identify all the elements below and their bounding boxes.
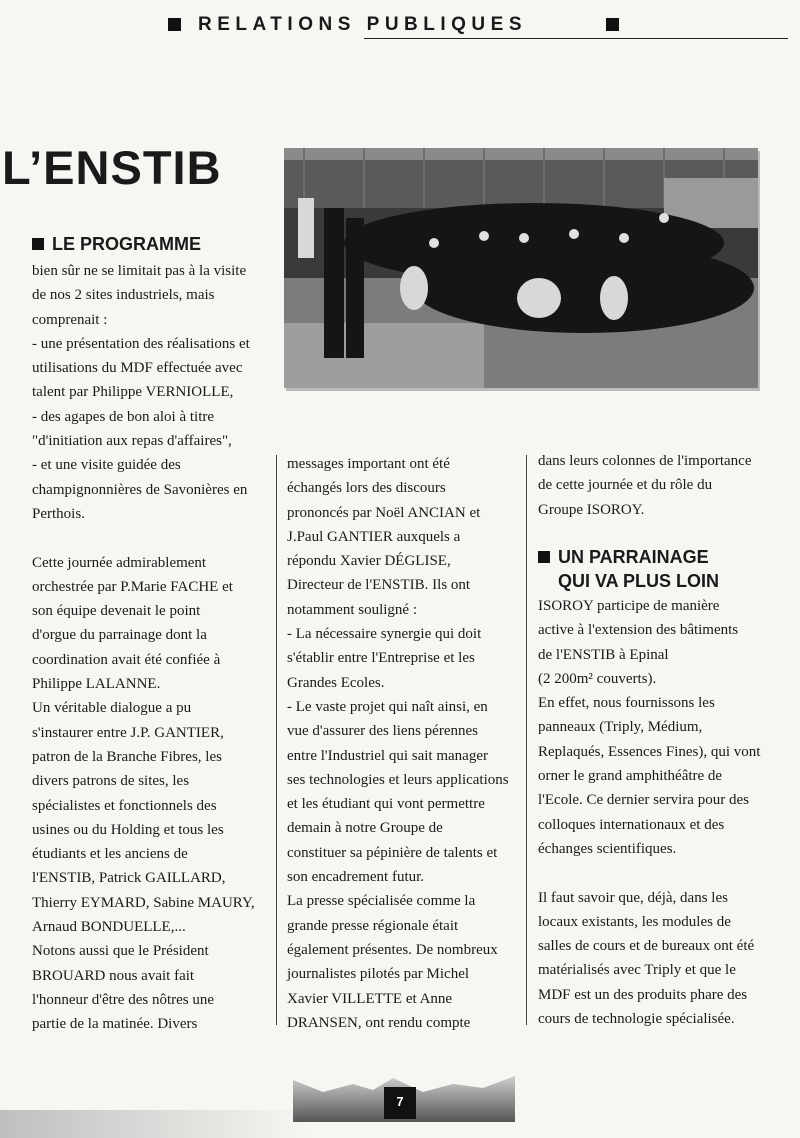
text-line: colloques internationaux et des [538, 816, 725, 833]
heading-square-icon [32, 238, 44, 250]
text-line: Il faut savoir que, déjà, dans les [538, 889, 728, 906]
text-line: salles de cours et de bureaux ont été [538, 938, 755, 955]
column-3-top [538, 449, 751, 522]
text-line: Replaqués, Essences Fines), qui vont [538, 743, 761, 760]
page-number: 7 [384, 1087, 416, 1119]
text-line: active à l'extension des bâtiments [538, 622, 739, 639]
section-title: RELATIONS PUBLIQUES [198, 14, 527, 35]
text-line: La presse spécialisée comme la [287, 893, 476, 910]
column-2-text [287, 452, 509, 1035]
text-line: utilisations du MDF effectuée avec [32, 360, 243, 377]
heading-square-icon [538, 551, 550, 563]
text-line: ses technologies et leurs applications [287, 771, 509, 788]
text-line: Arnaud BONDUELLE,... [32, 919, 186, 936]
column-3-paragraph-b [538, 594, 760, 861]
text-line: son équipe devenait le point [32, 603, 201, 620]
text-line: Xavier VILLETTE et Anne [287, 990, 453, 1007]
parrainage-heading-line2: QUI VA PLUS LOIN [558, 571, 720, 591]
text-line: de l'ENSTIB à Epinal [538, 646, 669, 663]
conference-photo [284, 148, 758, 388]
text-line: dans leurs colonnes de l'importance [538, 453, 752, 469]
text-line: Un véritable dialogue a pu [32, 700, 192, 717]
text-line: entre l'Industriel qui sait manager [287, 747, 488, 764]
text-line: "d'initiation aux repas d'affaires", [32, 433, 232, 450]
text-line: DRANSEN, ont rendu compte [287, 1014, 471, 1031]
text-line: orner le grand amphithéâtre de [538, 768, 723, 785]
text-line: MDF est un des produits phare des [538, 986, 748, 1003]
header-square-left [168, 18, 181, 31]
text-line: s'instaurer entre J.P. GANTIER, [32, 724, 224, 741]
parrainage-heading-2 [558, 569, 719, 593]
column-1-paragraph-b [32, 551, 255, 1037]
text-line: constituer sa pépinière de talents et [287, 844, 498, 861]
column-2 [287, 452, 509, 1035]
text-line: bien sûr ne se limitait pas à la visite [32, 263, 247, 279]
text-line: Grandes Ecoles. [287, 674, 385, 691]
text-line: matérialisés avec Triply et que le [538, 962, 736, 979]
text-line: de cette journée et du rôle du [538, 477, 713, 494]
text-line: - une présentation des réalisations et [32, 335, 250, 352]
text-line: Directeur de l'ENSTIB. Ils ont [287, 577, 471, 594]
text-line: coordination avait été confiée à [32, 651, 221, 668]
text-line: partie de la matinée. Divers [32, 1016, 198, 1033]
text-line: cours de technologie spécialisée. [538, 1011, 735, 1028]
text-line: talent par Philippe VERNIOLLE, [32, 384, 234, 401]
text-line: l'ENSTIB, Patrick GAILLARD, [32, 870, 226, 887]
text-line: - Le vaste projet qui naît ainsi, en [287, 698, 488, 715]
text-line: messages important ont été [287, 456, 450, 472]
text-line: journalistes pilotés par Michel [287, 966, 470, 983]
section-header [168, 14, 620, 38]
text-line: comprenait : [32, 311, 108, 328]
programme-heading-text: LE PROGRAMME [52, 234, 202, 254]
parrainage-heading [538, 545, 709, 569]
text-line: et les étudiant qui vont permettre [287, 796, 485, 813]
text-line: Notons aussi que le Président [32, 943, 209, 960]
text-line: En effet, nous fournissons les [538, 695, 715, 712]
column-3-paragraph-a [538, 449, 751, 522]
text-line: patron de la Branche Fibres, les [32, 748, 222, 765]
text-line: panneaux (Triply, Médium, [538, 719, 703, 736]
text-line: de nos 2 sites industriels, mais [32, 287, 215, 304]
text-line: J.Paul GANTIER auxquels a [287, 528, 461, 545]
text-line: - La nécessaire synergie qui doit [287, 626, 482, 643]
text-line: Perthois. [32, 505, 85, 522]
conference-photo-icon [284, 148, 758, 388]
text-line: étudiants et les anciens de [32, 846, 188, 863]
column-3 [538, 594, 760, 1031]
text-line: également présentes. De nombreux [287, 941, 498, 958]
text-line: ISOROY participe de manière [538, 598, 720, 614]
text-line: usines ou du Holding et tous les [32, 821, 224, 838]
column-1-paragraph-a [32, 259, 255, 526]
column-rule-1 [276, 455, 277, 1025]
text-line: Philippe LALANNE. [32, 676, 161, 693]
text-line: spécialistes et fonctionnels des [32, 797, 217, 814]
text-line: l'honneur d'être des nôtres une [32, 991, 215, 1008]
column-3-paragraph-c [538, 886, 760, 1032]
text-line: d'orgue du parrainage dont la [32, 627, 207, 644]
text-line: échangés lors des discours [287, 480, 446, 497]
text-line: notamment souligné : [287, 601, 417, 618]
text-line: son encadrement futur. [287, 869, 425, 886]
text-line: grande presse régionale était [287, 917, 459, 934]
text-line: l'Ecole. Ce dernier servira pour des [538, 792, 749, 809]
text-line: répondu Xavier DÉGLISE, [287, 553, 451, 570]
column-1 [32, 259, 255, 1037]
text-line: locaux existants, les modules de [538, 913, 731, 930]
text-line: - des agapes de bon aloi à titre [32, 408, 215, 425]
column-rule-2 [526, 455, 527, 1025]
header-rule [364, 38, 788, 39]
header-square-right [606, 18, 619, 31]
text-line: Cette journée admirablement [32, 554, 207, 571]
text-line: demain à notre Groupe de [287, 820, 443, 837]
text-line: Thierry EYMARD, Sabine MAURY, [32, 894, 255, 911]
text-line: Groupe ISOROY. [538, 501, 645, 518]
bottom-shadow [0, 1110, 310, 1138]
article-title: L’ENSTIB [2, 141, 222, 194]
text-line: orchestrée par P.Marie FACHE et [32, 578, 233, 595]
text-line: - et une visite guidée des [32, 457, 181, 474]
text-line: prononcés par Noël ANCIAN et [287, 504, 481, 521]
text-line: champignonnières de Savonières en [32, 481, 248, 498]
text-line: divers patrons de sites, les [32, 773, 190, 790]
text-line: échanges scientifiques. [538, 840, 677, 857]
text-line: (2 200m² couverts). [538, 670, 657, 687]
programme-heading [32, 232, 201, 256]
text-line: BROUARD nous avait fait [32, 967, 195, 984]
text-line: vue d'assurer des liens pérennes [287, 723, 478, 740]
text-line: s'établir entre l'Entreprise et les [287, 650, 475, 667]
parrainage-heading-line1: UN PARRAINAGE [558, 547, 709, 567]
